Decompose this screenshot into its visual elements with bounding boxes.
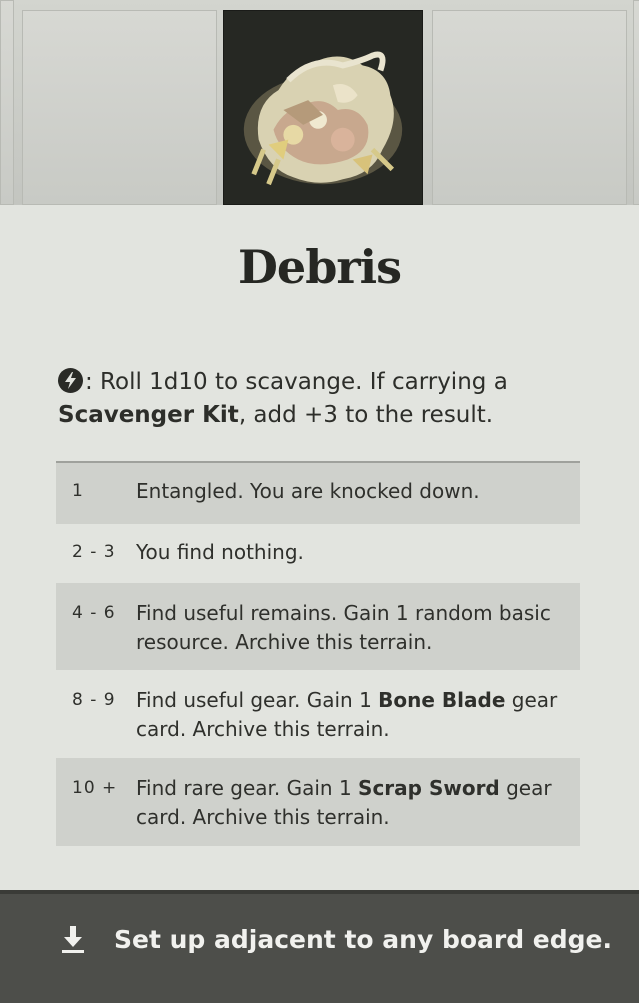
table-row bbox=[56, 524, 580, 583]
grid-tile bbox=[432, 10, 627, 205]
table-row bbox=[56, 583, 580, 670]
table-row bbox=[56, 463, 580, 524]
deploy-arrow-icon bbox=[60, 924, 86, 954]
roll-result: You find nothing. bbox=[136, 540, 304, 564]
grid-tile bbox=[0, 0, 14, 205]
roll-range: 8 - 9 bbox=[72, 690, 116, 710]
roll-result: Find rare gear. Gain 1 Scrap Sword gear card. Archive this terrain. bbox=[136, 776, 552, 829]
gear-name: Scrap Sword bbox=[358, 776, 500, 800]
card-effect-text bbox=[58, 366, 588, 432]
card-title: Debris bbox=[238, 240, 401, 294]
grid-tile bbox=[633, 0, 639, 205]
effect-bold-item: Scavenger Kit bbox=[58, 402, 239, 428]
activation-bolt-icon bbox=[58, 368, 83, 393]
table-row bbox=[56, 670, 580, 758]
roll-range: 4 - 6 bbox=[72, 603, 116, 623]
debris-pile-illustration bbox=[224, 11, 422, 204]
effect-text-part1: : Roll 1d10 to scavange. If carrying a bbox=[85, 369, 508, 395]
setup-instruction: Set up adjacent to any board edge. bbox=[114, 924, 613, 954]
roll-result-table bbox=[56, 461, 580, 846]
grid-tile bbox=[22, 10, 217, 205]
debris-artwork bbox=[223, 10, 423, 205]
roll-result: Entangled. You are knocked down. bbox=[136, 479, 480, 503]
table-row bbox=[56, 758, 580, 846]
roll-range: 2 - 3 bbox=[72, 542, 116, 562]
effect-text-part2: , add +3 to the result. bbox=[238, 402, 494, 428]
roll-result: Find useful remains. Gain 1 random basic resource. Archive this terrain. bbox=[136, 601, 551, 654]
gear-name: Bone Blade bbox=[378, 688, 506, 712]
terrain-grid-header bbox=[0, 0, 639, 205]
roll-result: Find useful gear. Gain 1 Bone Blade gear card. Archive this terrain. bbox=[136, 688, 558, 741]
roll-range: 10 + bbox=[72, 778, 118, 798]
roll-range: 1 bbox=[72, 481, 84, 501]
setup-footer bbox=[0, 890, 639, 1003]
